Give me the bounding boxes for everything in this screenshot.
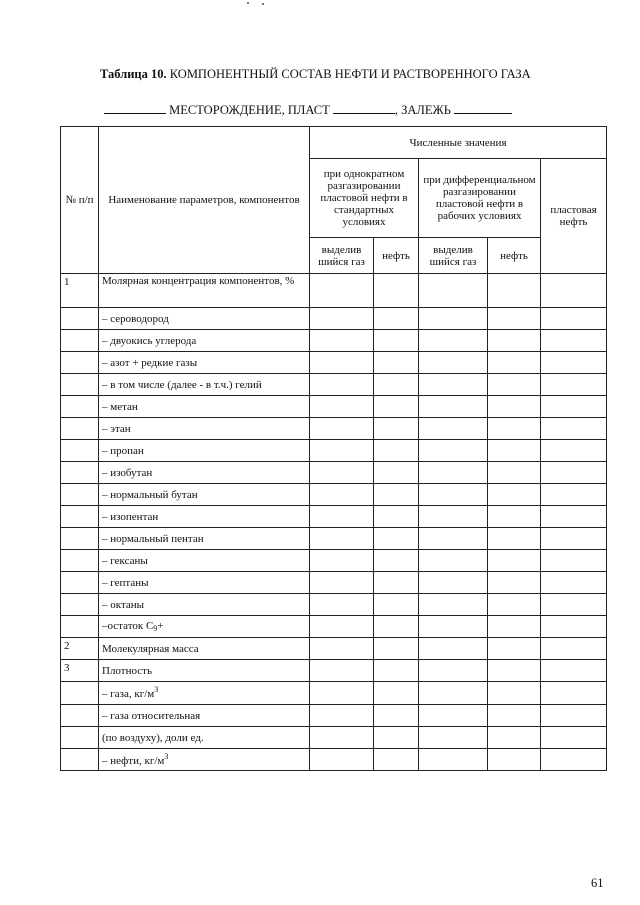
row-label-text: Молекулярная масса [102, 642, 199, 655]
value-cell [541, 616, 607, 638]
value-cell [541, 638, 607, 660]
row-label [99, 418, 310, 440]
table-row [61, 705, 607, 727]
value-cell [419, 705, 488, 727]
value-cell [419, 727, 488, 749]
value-cell [419, 484, 488, 506]
row-label-text: – в том числе (далее - в т.ч.) гелий [102, 378, 262, 391]
table-row [61, 594, 607, 616]
composition-table [60, 126, 607, 771]
value-cell [374, 396, 419, 418]
row-label [99, 506, 310, 528]
subtitle-field-label: МЕСТОРОЖДЕНИЕ, ПЛАСТ [166, 103, 333, 117]
value-cell [488, 727, 541, 749]
value-cell [310, 440, 374, 462]
row-label [99, 462, 310, 484]
row-label [99, 440, 310, 462]
row-number [61, 727, 99, 749]
value-cell [541, 462, 607, 484]
header-oil-1: нефть [374, 238, 419, 274]
row-label-text: – нормальный пентан [102, 532, 204, 545]
value-cell [419, 528, 488, 550]
value-cell [310, 616, 374, 638]
value-cell [310, 749, 374, 771]
value-cell [310, 727, 374, 749]
value-cell [374, 660, 419, 682]
table-row [61, 727, 607, 749]
value-cell [541, 274, 607, 308]
value-cell [488, 374, 541, 396]
layer-blank [333, 101, 395, 114]
value-cell [419, 308, 488, 330]
row-number: 3 [61, 660, 99, 682]
value-cell [310, 705, 374, 727]
row-label-text: – газа относительная [102, 709, 201, 722]
row-label [99, 550, 310, 572]
value-cell [310, 462, 374, 484]
deposit-blank [454, 101, 512, 114]
row-label [99, 572, 310, 594]
value-cell [419, 682, 488, 705]
row-number [61, 705, 99, 727]
header-reservoir-oil: пластовая нефть [541, 159, 607, 274]
value-cell [488, 330, 541, 352]
value-cell [419, 374, 488, 396]
header-released-gas-2: выделив шийся газ [419, 238, 488, 274]
value-cell [541, 727, 607, 749]
row-label-superscript: 3 [164, 751, 169, 761]
scan-speck [247, 2, 249, 4]
subtitle-deposit-label: , ЗАЛЕЖЬ [394, 103, 454, 117]
table-row [61, 330, 607, 352]
value-cell [541, 484, 607, 506]
row-number [61, 462, 99, 484]
value-cell [310, 682, 374, 705]
value-cell [310, 660, 374, 682]
row-label-text: – сероводород [102, 312, 169, 325]
header-differential: при дифференциальном разгазировании пластовой нефти в рабочих условиях [419, 159, 541, 238]
row-label [99, 274, 310, 308]
value-cell [419, 274, 488, 308]
header-num: № п/п [61, 127, 99, 274]
value-cell [541, 308, 607, 330]
value-cell [374, 308, 419, 330]
value-cell [374, 682, 419, 705]
value-cell [488, 572, 541, 594]
row-label-text: – нормальный бутан [102, 488, 198, 501]
value-cell [419, 749, 488, 771]
row-label [99, 749, 310, 771]
value-cell [541, 440, 607, 462]
table-row [61, 682, 607, 705]
table-title-prefix: Таблица 10. [100, 67, 167, 81]
table-row [61, 660, 607, 682]
table-row [61, 528, 607, 550]
row-label-text: – изопентан [102, 510, 159, 523]
row-number [61, 682, 99, 705]
value-cell [310, 594, 374, 616]
value-cell [374, 550, 419, 572]
value-cell [310, 572, 374, 594]
value-cell [419, 572, 488, 594]
value-cell [419, 660, 488, 682]
value-cell [310, 506, 374, 528]
value-cell [488, 418, 541, 440]
row-label [99, 682, 310, 705]
row-label [99, 330, 310, 352]
value-cell [488, 682, 541, 705]
value-cell [310, 352, 374, 374]
value-cell [541, 352, 607, 374]
value-cell [310, 396, 374, 418]
table-title-text: КОМПОНЕНТНЫЙ СОСТАВ НЕФТИ И РАСТВОРЕННОГО ГАЗА [166, 67, 531, 81]
value-cell [310, 418, 374, 440]
value-cell [310, 484, 374, 506]
row-number [61, 506, 99, 528]
table-row [61, 418, 607, 440]
value-cell [374, 749, 419, 771]
row-number [61, 396, 99, 418]
row-label [99, 594, 310, 616]
row-label-text: – нефти, кг/м [102, 754, 165, 767]
table-row [61, 274, 607, 308]
value-cell [488, 749, 541, 771]
value-cell [374, 594, 419, 616]
row-label [99, 660, 310, 682]
row-number [61, 484, 99, 506]
row-label [99, 727, 310, 749]
row-label-text: – газа, кг/м [102, 688, 155, 700]
row-number: 2 [61, 638, 99, 660]
header-oil-2: нефть [488, 238, 541, 274]
value-cell [374, 440, 419, 462]
value-cell [488, 616, 541, 638]
value-cell [541, 330, 607, 352]
value-cell [488, 440, 541, 462]
row-number [61, 594, 99, 616]
row-label-suffix: + [157, 620, 164, 632]
row-label [99, 528, 310, 550]
value-cell [310, 374, 374, 396]
value-cell [488, 506, 541, 528]
row-number [61, 374, 99, 396]
value-cell [374, 705, 419, 727]
row-number [61, 330, 99, 352]
row-label-text: – изобутан [102, 466, 153, 479]
table-row [61, 638, 607, 660]
value-cell [541, 705, 607, 727]
value-cell [488, 660, 541, 682]
table-title [100, 66, 560, 82]
value-cell [374, 330, 419, 352]
value-cell [541, 660, 607, 682]
value-cell [310, 550, 374, 572]
row-label [99, 308, 310, 330]
row-label [99, 396, 310, 418]
header-released-gas-1: выделив шийся газ [310, 238, 374, 274]
value-cell [310, 638, 374, 660]
table-row [61, 352, 607, 374]
row-number [61, 440, 99, 462]
value-cell [541, 594, 607, 616]
value-cell [541, 418, 607, 440]
page-number: 61 [591, 876, 604, 890]
row-label [99, 484, 310, 506]
value-cell [374, 528, 419, 550]
value-cell [419, 550, 488, 572]
value-cell [374, 274, 419, 308]
row-number [61, 308, 99, 330]
row-label [99, 374, 310, 396]
row-number: 1 [61, 274, 99, 308]
row-label [99, 352, 310, 374]
row-label [99, 705, 310, 727]
value-cell [419, 594, 488, 616]
value-cell [374, 462, 419, 484]
row-label-subscript: 9 [153, 624, 158, 633]
value-cell [419, 352, 488, 374]
table-row [61, 506, 607, 528]
value-cell [419, 616, 488, 638]
value-cell [310, 330, 374, 352]
row-label-superscript: 3 [154, 685, 159, 694]
value-cell [310, 308, 374, 330]
table-row [61, 396, 607, 418]
value-cell [419, 638, 488, 660]
row-label-text: – гептаны [102, 576, 149, 589]
row-number [61, 352, 99, 374]
value-cell [419, 506, 488, 528]
value-cell [374, 727, 419, 749]
value-cell [488, 352, 541, 374]
value-cell [488, 705, 541, 727]
row-label [99, 638, 310, 660]
value-cell [541, 528, 607, 550]
value-cell [488, 594, 541, 616]
value-cell [419, 440, 488, 462]
table-row [61, 308, 607, 330]
table-row [61, 374, 607, 396]
value-cell [541, 396, 607, 418]
header-name: Наименование параметров, компонентов [99, 127, 310, 274]
value-cell [488, 550, 541, 572]
value-cell [374, 638, 419, 660]
value-cell [541, 550, 607, 572]
value-cell [419, 396, 488, 418]
value-cell [374, 352, 419, 374]
table-subtitle [104, 101, 534, 118]
row-label-text: –остаток C [102, 620, 154, 632]
header-single-flash: при однократном разгазировании пластовой нефти в стандартных условиях [310, 159, 419, 238]
row-label-text: – октаны [102, 598, 145, 611]
value-cell [374, 572, 419, 594]
row-label-text: Плотность [102, 664, 152, 677]
table-row [61, 484, 607, 506]
table-row [61, 749, 607, 771]
value-cell [374, 616, 419, 638]
value-cell [541, 682, 607, 705]
value-cell [488, 484, 541, 506]
scan-speck [262, 3, 264, 5]
table-row [61, 462, 607, 484]
value-cell [310, 528, 374, 550]
value-cell [541, 374, 607, 396]
value-cell [419, 462, 488, 484]
value-cell [374, 506, 419, 528]
row-number [61, 749, 99, 771]
row-number [61, 528, 99, 550]
value-cell [488, 274, 541, 308]
row-label-text: – этан [102, 422, 131, 435]
row-label-text: (по воздуху), доли ед. [102, 731, 204, 744]
row-number [61, 616, 99, 638]
field-blank [104, 101, 166, 114]
row-number [61, 572, 99, 594]
row-number [61, 418, 99, 440]
table-row [61, 550, 607, 572]
value-cell [374, 418, 419, 440]
value-cell [541, 572, 607, 594]
row-label-text: – гексаны [102, 554, 148, 567]
value-cell [541, 506, 607, 528]
header-values: Численные значения [310, 127, 607, 159]
value-cell [488, 638, 541, 660]
value-cell [374, 374, 419, 396]
value-cell [488, 308, 541, 330]
row-label [99, 616, 310, 638]
value-cell [310, 274, 374, 308]
table-body [61, 274, 607, 771]
value-cell [419, 330, 488, 352]
value-cell [488, 462, 541, 484]
row-label-text: – метан [102, 400, 138, 413]
value-cell [374, 484, 419, 506]
row-label-text: – пропан [102, 444, 144, 457]
value-cell [419, 418, 488, 440]
row-label-text: Молярная концентрация компонентов, % [102, 275, 295, 287]
row-label-text: – азот + редкие газы [102, 356, 198, 369]
value-cell [488, 396, 541, 418]
table-row [61, 616, 607, 638]
row-number [61, 550, 99, 572]
value-cell [541, 749, 607, 771]
value-cell [488, 528, 541, 550]
table-row [61, 572, 607, 594]
row-label-text: – двуокись углерода [102, 334, 197, 347]
table-row [61, 440, 607, 462]
